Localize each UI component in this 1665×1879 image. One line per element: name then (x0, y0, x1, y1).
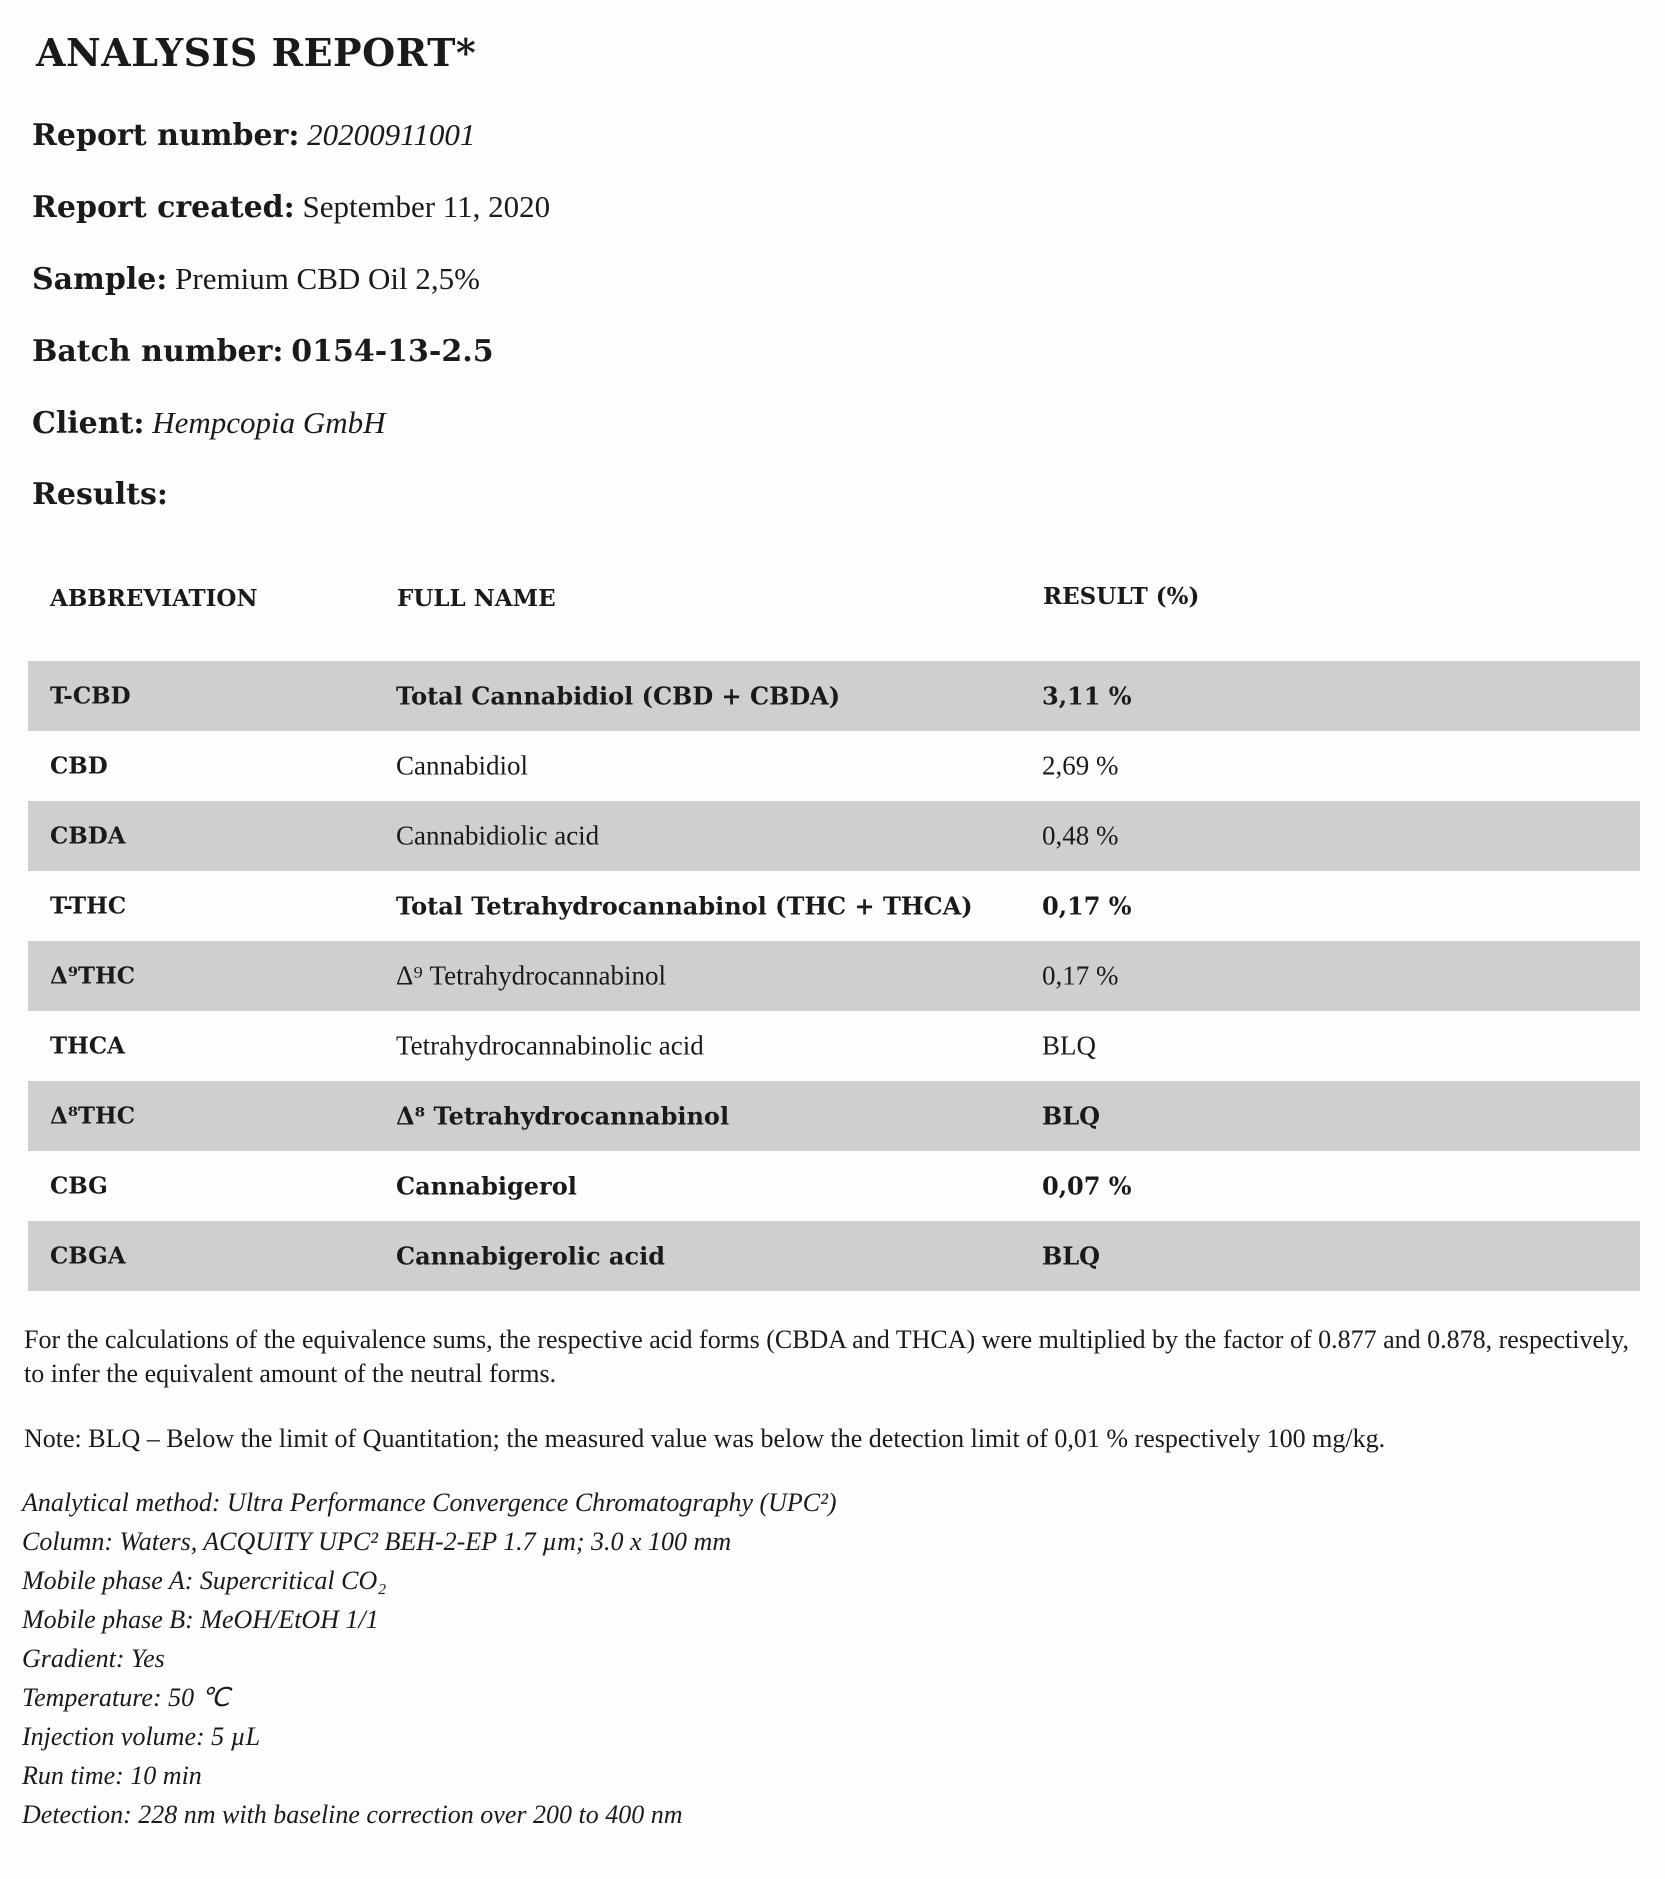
method-line: Column: Waters, ACQUITY UPC² BEH-2-EP 1.7 µm; 3.0 x 100 mm (22, 1527, 732, 1556)
row-full-name: Cannabidiolic acid (396, 820, 600, 851)
column-header-abbreviation: ABBREVIATION (50, 585, 258, 612)
row-result: 3,11 % (1042, 681, 1132, 711)
row-abbreviation: CBGA (50, 1242, 126, 1270)
method-line: Temperature: 50 ℃ (22, 1683, 230, 1712)
sample-label: Sample: (32, 262, 168, 297)
client-label: Client: (32, 406, 145, 441)
column-header-full-name: FULL NAME (397, 585, 556, 612)
sample-field (32, 261, 480, 297)
row-result: 0,48 % (1042, 820, 1119, 851)
report-created-label: Report created: (32, 190, 295, 225)
column-header-result: RESULT (%) (1043, 583, 1200, 610)
row-full-name: Cannabigerol (396, 1171, 577, 1201)
batch-value: 0154-13-2.5 (291, 334, 494, 369)
row-abbreviation: Δ⁸THC (50, 1102, 136, 1130)
table-row (28, 941, 1640, 1011)
row-result: BLQ (1042, 1030, 1096, 1061)
report-created-value: September 11, 2020 (302, 189, 551, 224)
row-result: BLQ (1042, 1241, 1101, 1271)
row-result: 2,69 % (1042, 750, 1119, 781)
row-result: BLQ (1042, 1101, 1101, 1131)
results-table (28, 661, 1640, 1291)
analytical-method-block (22, 1483, 837, 1834)
table-row (28, 801, 1640, 871)
method-line: Mobile phase B: MeOH/EtOH 1/1 (22, 1605, 379, 1634)
row-full-name: Total Tetrahydrocannabinol (THC + THCA) (396, 891, 973, 921)
table-row (28, 661, 1640, 731)
table-header (0, 585, 1665, 625)
row-full-name: Tetrahydrocannabinolic acid (396, 1030, 704, 1061)
row-result: 0,17 % (1042, 960, 1119, 991)
row-full-name: Δ⁹ Tetrahydrocannabinol (396, 960, 667, 991)
row-result: 0,17 % (1042, 891, 1132, 921)
table-row (28, 871, 1640, 941)
results-label: Results: (32, 477, 168, 512)
row-abbreviation: CBD (50, 752, 108, 780)
batch-label: Batch number: (32, 334, 284, 369)
method-line: Mobile phase A: Supercritical CO₂ (22, 1566, 387, 1595)
row-abbreviation: CBDA (50, 822, 126, 850)
table-row (28, 1221, 1640, 1291)
method-line: Injection volume: 5 µL (22, 1722, 261, 1751)
row-result: 0,07 % (1042, 1171, 1132, 1201)
method-line: Gradient: Yes (22, 1644, 165, 1673)
report-number-value: 20200911001 (307, 117, 476, 152)
table-row (28, 1151, 1640, 1221)
results-field (32, 476, 168, 512)
row-abbreviation: CBG (50, 1172, 108, 1200)
row-full-name: Cannabigerolic acid (396, 1241, 665, 1271)
method-line: Run time: 10 min (22, 1761, 202, 1790)
report-number-field (32, 117, 475, 153)
equivalence-note: For the calculations of the equivalence sums, the respective acid forms (CBDA and THCA) were multiplied by the factor of 0.877 and 0.878, respectively, to infer the equivalent amount of the neutral forms. (24, 1325, 1630, 1388)
row-abbreviation: Δ⁹THC (50, 962, 136, 990)
client-value: Hempcopia GmbH (152, 405, 386, 440)
client-field (32, 405, 386, 441)
row-full-name: Cannabidiol (396, 750, 528, 781)
method-line: Analytical method: Ultra Performance Convergence Chromatography (UPC²) (22, 1488, 837, 1517)
report-created-field (32, 189, 550, 225)
table-row (28, 1011, 1640, 1081)
row-full-name: Δ⁸ Tetrahydrocannabinol (396, 1101, 730, 1131)
sample-value: Premium CBD Oil 2,5% (175, 261, 480, 296)
row-abbreviation: T-CBD (50, 682, 131, 710)
blq-note: Note: BLQ – Below the limit of Quantitation; the measured value was below the detection limit of 0,01 % respectively 100 mg/kg. (24, 1424, 1386, 1453)
batch-field (32, 333, 494, 369)
report-number-label: Report number: (32, 118, 300, 153)
row-full-name: Total Cannabidiol (CBD + CBDA) (396, 681, 841, 711)
table-row (28, 731, 1640, 801)
method-line: Detection: 228 nm with baseline correction over 200 to 400 nm (22, 1800, 683, 1829)
row-abbreviation: T-THC (50, 892, 127, 920)
row-abbreviation: THCA (50, 1032, 125, 1060)
table-row (28, 1081, 1640, 1151)
report-title: ANALYSIS REPORT* (36, 30, 477, 75)
